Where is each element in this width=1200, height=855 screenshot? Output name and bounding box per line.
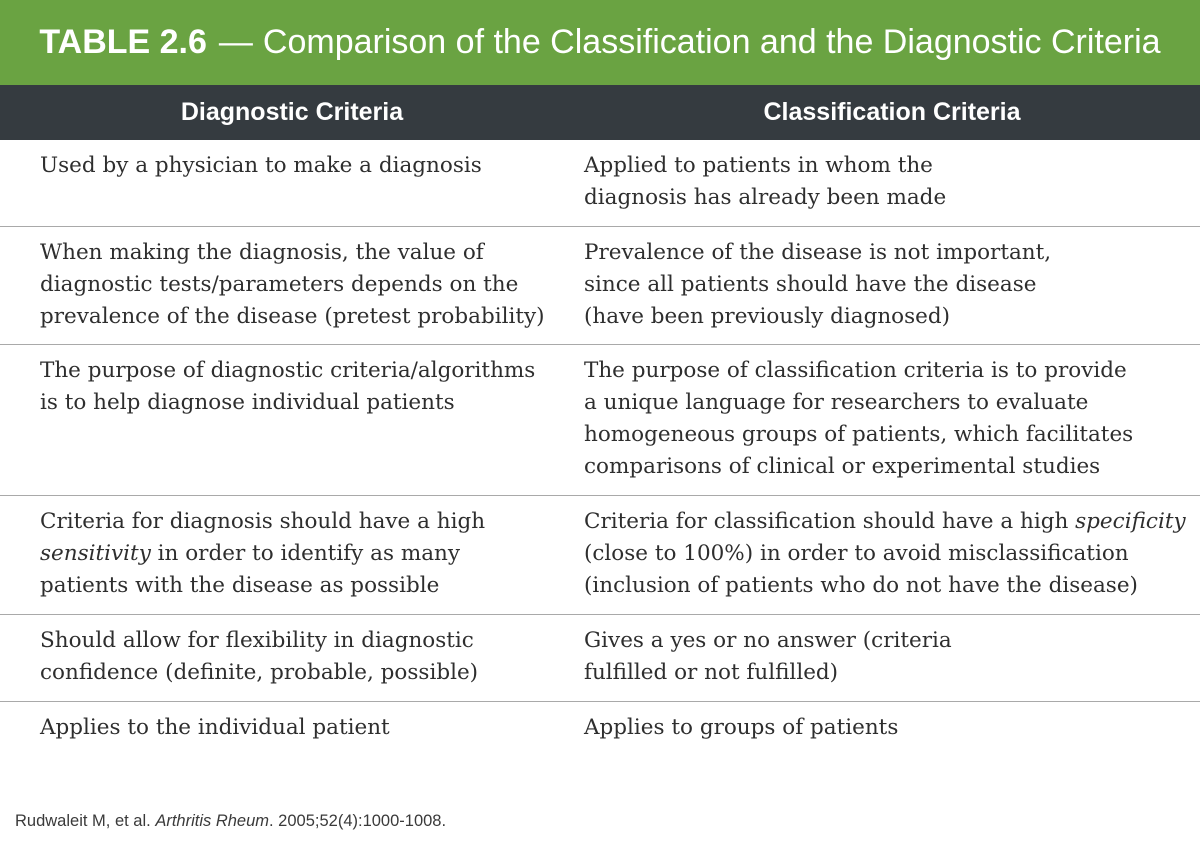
cell-line: Criteria for diagnosis should have a high <box>40 509 486 534</box>
cell-text: in order to identify as many <box>150 541 461 566</box>
table-row <box>0 702 1200 762</box>
sensitivity-term: sensitivity <box>40 541 151 566</box>
table-header-row <box>0 85 1200 140</box>
cell-line: Applied to patients in whom the <box>584 153 933 178</box>
cell-line <box>40 538 485 570</box>
cell-line: comparisons of clinical or experimental studies <box>584 454 1101 479</box>
diagnostic-cell <box>40 237 545 333</box>
cell-line: Applies to the individual patient <box>40 715 390 740</box>
cell-line: (close to 100%) in order to avoid misclassification <box>584 541 1129 566</box>
title-separator: — <box>218 23 253 61</box>
cell-line: Prevalence of the disease is not important, <box>584 240 1052 265</box>
diagnostic-cell <box>40 625 478 689</box>
table-row <box>0 227 1200 345</box>
cell-line: prevalence of the disease (pretest probability) <box>40 304 545 329</box>
classification-cell <box>584 237 1051 333</box>
classification-cell <box>584 712 898 744</box>
cell-line: The purpose of diagnostic criteria/algorithms <box>40 358 536 383</box>
diagnostic-cell <box>40 506 485 602</box>
cell-line: fulfilled or not fulfilled) <box>584 660 839 685</box>
cell-line: When making the diagnosis, the value of <box>40 240 484 265</box>
cell-line: confidence (definite, probable, possible) <box>40 660 479 685</box>
table-row <box>0 615 1200 702</box>
specificity-term: specificity <box>1075 509 1186 534</box>
table-title <box>0 0 1200 85</box>
cell-line: patients with the disease as possible <box>40 573 440 598</box>
table-row <box>0 140 1200 227</box>
diagnostic-cell <box>40 355 535 419</box>
cell-line: Used by a physician to make a diagnosis <box>40 153 482 178</box>
header-classification-criteria: Classification Criteria <box>763 98 1021 126</box>
citation-journal: Arthritis Rheum <box>155 812 270 830</box>
diagnostic-cell <box>40 712 390 744</box>
cell-line: homogeneous groups of patients, which facilitates <box>584 422 1134 447</box>
cell-line: Applies to groups of patients <box>584 715 899 740</box>
cell-line: Gives a yes or no answer (criteria <box>584 628 952 653</box>
cell-line <box>584 506 1186 538</box>
cell-line: diagnostic tests/parameters depends on the <box>40 272 519 297</box>
classification-cell <box>584 625 952 689</box>
classification-cell <box>584 355 1133 483</box>
cell-line: (inclusion of patients who do not have the disease) <box>584 573 1138 598</box>
table-body <box>0 140 1200 762</box>
table-title-text: Comparison of the Classification and the Diagnostic Criteria <box>262 23 1161 61</box>
cell-line: diagnosis has already been made <box>584 185 947 210</box>
cell-line: a unique language for researchers to evaluate <box>584 390 1089 415</box>
classification-cell <box>584 150 946 214</box>
header-diagnostic-criteria: Diagnostic Criteria <box>180 98 404 126</box>
table-number: TABLE 2.6 <box>39 23 207 61</box>
cell-text: Criteria for classification should have a high <box>584 509 1076 534</box>
cell-line: Should allow for flexibility in diagnostic <box>40 628 474 653</box>
cell-line: The purpose of classification criteria is to provide <box>584 358 1127 383</box>
citation-authors: Rudwaleit M, et al. <box>15 812 156 830</box>
citation-details: . 2005;52(4):1000-1008. <box>269 812 447 830</box>
diagnostic-cell <box>40 150 482 182</box>
cell-line: is to help diagnose individual patients <box>40 390 455 415</box>
cell-line: since all patients should have the disease <box>584 272 1037 297</box>
classification-cell <box>584 506 1186 602</box>
cell-line: (have been previously diagnosed) <box>584 304 951 329</box>
table-row <box>0 345 1200 496</box>
table-row <box>0 496 1200 615</box>
source-citation <box>15 812 446 831</box>
